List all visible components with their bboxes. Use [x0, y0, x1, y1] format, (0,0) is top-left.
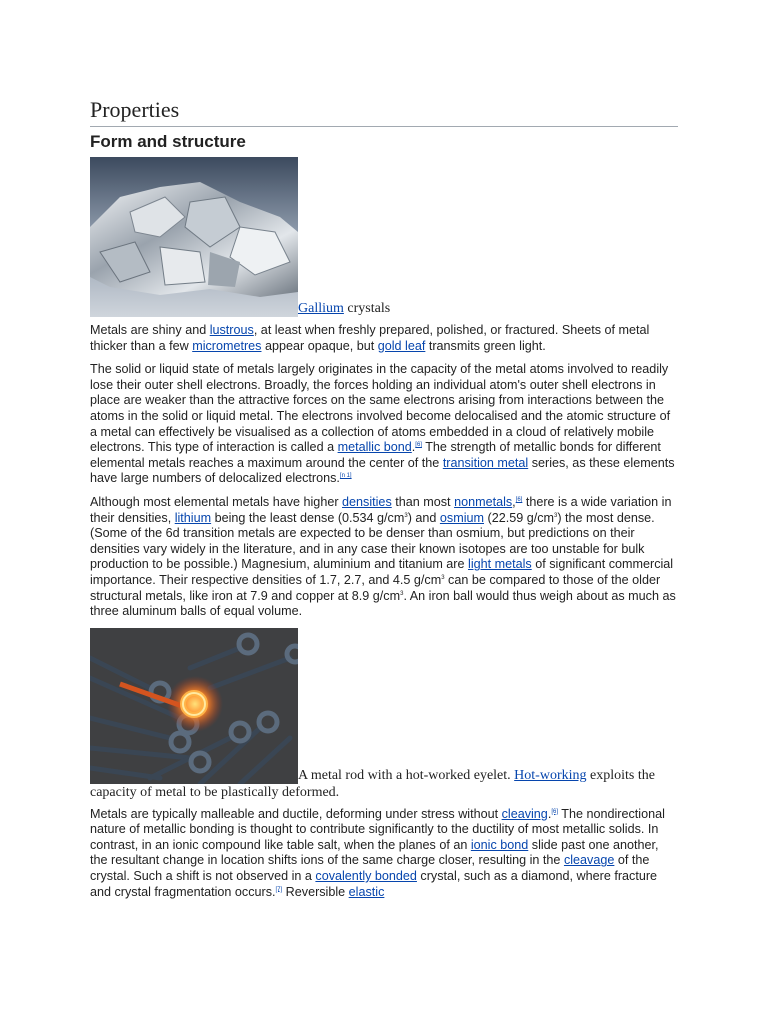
subsection-title: Form and structure — [90, 132, 246, 151]
article-content — [90, 96, 678, 908]
link-lithium[interactable]: lithium — [174, 510, 212, 525]
paragraph-lustre: Metals are shiny and lustrous, at least when freshly prepared, polished, or fractured. Sheets of metal thicker than a few micrometres appear opaque, but gold leaf transmits green light. — [90, 323, 650, 353]
rod-caption-start: A metal rod with a hot-worked eyelet. — [298, 767, 515, 783]
link-densities[interactable]: densities — [342, 494, 392, 509]
link-lustrous[interactable]: lustrous — [209, 323, 254, 337]
gallium-figure — [90, 157, 678, 317]
note-n1[interactable]: [n 1] — [339, 473, 352, 480]
link-micrometres[interactable]: micrometres — [192, 338, 262, 353]
link-gold-leaf[interactable]: gold leaf — [377, 338, 426, 353]
link-elastic[interactable]: elastic — [348, 884, 385, 899]
gallium-crystals-image[interactable] — [90, 157, 298, 317]
paragraph-malleability: Metals are typically malleable and ductile, deforming under stress without cleaving.[6] The nondirectional nature of metallic bonding is thought to contribute significantly to the ductility of most metallic solids. In contrast, in an ionic compound like table salt, when the planes of an ionic bond slide past one another, the resultant change in location shifts ions of the same charge closer, resulting in the cleavage of the crystal. Such a shift is not observed in a covalently bonded crystal, such as a diamond, where fracture and crystal fragmentation occurs.[7] Reversible elastic — [90, 806, 665, 899]
gallium-link[interactable]: Gallium — [298, 301, 344, 316]
link-hot-working[interactable]: Hot-working — [514, 767, 587, 783]
link-metallic-bond[interactable]: metallic bond — [337, 440, 412, 455]
link-transition-metal[interactable]: transition metal — [442, 455, 529, 470]
link-cleavage[interactable]: cleavage — [563, 853, 615, 868]
citation-7[interactable]: [7] — [275, 886, 283, 893]
citation-6c[interactable]: [6] — [551, 808, 558, 815]
hot-worked-rod-image[interactable] — [90, 628, 298, 784]
section-title: Properties — [90, 96, 678, 127]
link-cleaving[interactable]: cleaving — [501, 806, 548, 821]
citation-6[interactable]: [6] — [415, 441, 422, 448]
gallium-caption: crystals — [343, 301, 391, 316]
paragraph-metallic-bond: The solid or liquid state of metals largely originates in the capacity of the metal atoms involved to readily lose their outer shell electrons. Broadly, the forces holding an individual atom's outer shell electrons in place are weaker than the attractive forces on the same electrons arising from interactions between the atoms in the solid or liquid metal. The electrons involved become delocalised and the atomic structure of a metal can effectively be visualised as a collection of atoms embedded in a cloud of relatively mobile electrons. This type of interaction is called a metallic bond.[6] The strength of metallic bonds for different elemental metals reaches a maximum around the center of the transition metal series, as these elements have large numbers of delocalized electrons.[n 1] — [90, 362, 675, 486]
rod-caption-end: exploits the capacity of metal to be plastically deformed. — [90, 767, 655, 800]
link-osmium[interactable]: osmium — [439, 510, 484, 525]
hot-worked-rod-figure — [90, 628, 678, 801]
link-light-metals[interactable]: light metals — [468, 557, 532, 572]
link-nonmetals[interactable]: nonmetals — [454, 494, 513, 509]
link-ionic-bond[interactable]: ionic bond — [470, 837, 529, 852]
paragraph-density: Although most elemental metals have higher densities than most nonmetals,[6] there is a wide variation in their densities, lithium being the least dense (0.534 $g/cm^3$) and osmium (22.59 $g/cm^3$) the most dense. (Some of the 6d transition metals are expected to be denser than osmium, but predictions on their densities vary widely in the literature, and in any case their known isotopes are too unstable for bulk production to be possible.) Magnesium, aluminium and titanium are light metals of significant commercial importance. Their respective densities of 1.7, 2.7, and 4.5 $g/cm^3$ can be compared to those of the older structural metals, like iron at 7.9 and copper at 8.9 $g/cm^3$. An iron ball would thus weigh about as much as three aluminum balls of equal volume. — [90, 494, 676, 619]
citation-6b[interactable]: [6] — [515, 496, 523, 503]
link-covalently-bonded[interactable]: covalently bonded — [315, 869, 417, 884]
